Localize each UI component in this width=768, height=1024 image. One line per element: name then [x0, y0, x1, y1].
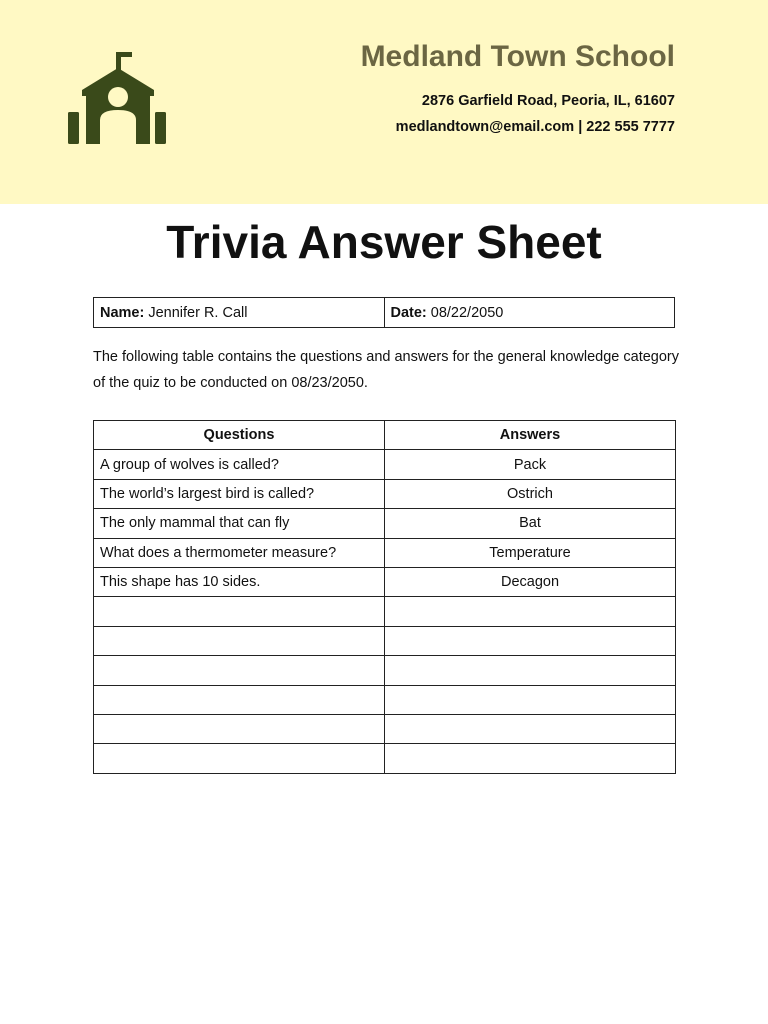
- question-cell: [94, 656, 385, 685]
- trivia-table: [93, 420, 676, 774]
- page-title: Trivia Answer Sheet: [166, 216, 602, 268]
- table-header-row: [94, 421, 676, 450]
- question-cell: This shape has 10 sides.: [94, 567, 385, 596]
- header-banner: [0, 0, 768, 204]
- school-address: 2876 Garfield Road, Peoria, IL, 61607: [421, 93, 675, 109]
- answer-cell: [385, 656, 676, 685]
- date-cell: [384, 298, 675, 327]
- question-cell: [94, 597, 385, 626]
- name-label: Name:: [100, 304, 145, 321]
- date-value: 08/22/2050: [430, 304, 504, 321]
- answer-cell: [385, 597, 676, 626]
- school-name: Medland Town School: [360, 40, 675, 73]
- table-row: [94, 509, 676, 538]
- question-cell: What does a thermometer measure?: [94, 538, 385, 567]
- answer-cell: Temperature: [385, 538, 676, 567]
- answer-cell: Decagon: [385, 567, 676, 596]
- table-row: [94, 685, 676, 714]
- name-date-box: [93, 297, 675, 328]
- table-row: [94, 450, 676, 479]
- question-cell: A group of wolves is called?: [94, 450, 385, 479]
- name-cell: [94, 298, 384, 327]
- question-cell: [94, 685, 385, 714]
- table-row: [94, 479, 676, 508]
- intro-paragraph: The following table contains the questions and answers for the general knowledge category of the quiz to be conducted on 08/23/2050.: [93, 349, 680, 391]
- school-building-icon: [66, 50, 168, 146]
- table-row: [94, 656, 676, 685]
- table-row: [94, 597, 676, 626]
- date-label: Date:: [390, 304, 427, 321]
- table-row: [94, 626, 676, 655]
- answer-cell: [385, 626, 676, 655]
- table-row: [94, 567, 676, 596]
- questions-header: Questions: [94, 421, 385, 450]
- answer-cell: [385, 714, 676, 743]
- question-cell: The world’s largest bird is called?: [94, 479, 385, 508]
- table-row: [94, 538, 676, 567]
- question-cell: [94, 626, 385, 655]
- school-contact: medlandtown@email.com | 222 555 7777: [395, 119, 675, 135]
- answer-cell: Ostrich: [385, 479, 676, 508]
- question-cell: [94, 714, 385, 743]
- answers-header: Answers: [385, 421, 676, 450]
- answer-cell: Bat: [385, 509, 676, 538]
- table-row: [94, 744, 676, 773]
- question-cell: The only mammal that can fly: [94, 509, 385, 538]
- table-row: [94, 714, 676, 743]
- name-value: Jennifer R. Call: [148, 304, 248, 321]
- answer-cell: [385, 685, 676, 714]
- answer-cell: [385, 744, 676, 773]
- question-cell: [94, 744, 385, 773]
- answer-cell: Pack: [385, 450, 676, 479]
